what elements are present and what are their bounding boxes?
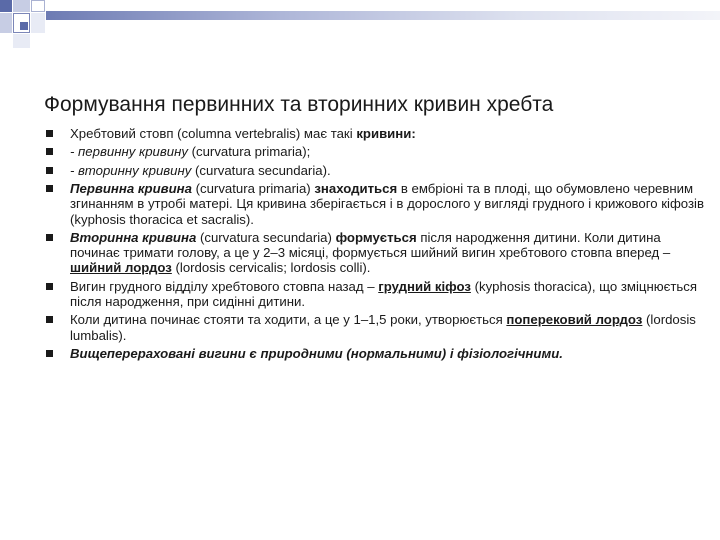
item-text: Вигин грудного відділу хребтового стовпа назад –	[70, 278, 379, 294]
decor-square	[20, 22, 28, 30]
list-item	[44, 181, 704, 227]
decor-square	[0, 13, 12, 33]
item-text: в ембріоні та в плоді, що обумовлено черевним згинанням в утробі матері. Ця кривина зберігається і в дорослого у вигляді грудного і крижового кіфозів (kyphosis thoracica et sacralis).	[70, 181, 704, 227]
bullet-square-icon	[46, 185, 53, 192]
slide-title: Формування первинних та вторинних кривин хребта	[44, 93, 554, 117]
item-text: (curvatura secundaria).	[191, 162, 331, 178]
bullet-square-icon	[46, 316, 53, 323]
list-item	[44, 346, 704, 361]
item-text-bold-italic: Вищеперераховані вигини є природними (нормальними) і фізіологічними.	[70, 345, 563, 361]
item-text: (curvatura secundaria)	[196, 229, 336, 245]
bullet-square-icon	[46, 167, 53, 174]
item-text: (curvatura primaria)	[191, 181, 315, 197]
decor-square	[31, 13, 45, 33]
bullet-square-icon	[46, 350, 53, 357]
list-item	[44, 230, 704, 276]
decor-square	[0, 0, 12, 12]
item-text-bold-underline: шийний лордоз	[70, 260, 172, 276]
list-item	[44, 279, 704, 309]
item-text-italic: - вторинну кривину	[70, 162, 192, 178]
bullet-square-icon	[46, 130, 53, 137]
item-text: (curvatura primaria);	[187, 144, 311, 160]
item-text-bold-italic: Первинна кривина	[70, 181, 192, 197]
header-gradient-band	[46, 11, 720, 20]
list-item	[44, 144, 704, 159]
corner-decoration	[0, 0, 720, 60]
item-text-bold: знаходиться	[314, 181, 398, 197]
item-text: (lordosis lumbalis).	[70, 312, 696, 343]
decor-square	[31, 0, 45, 12]
list-item	[44, 312, 704, 342]
list-item	[44, 126, 704, 141]
list-item	[44, 163, 704, 178]
decor-square	[13, 0, 30, 12]
bullet-list	[44, 126, 704, 364]
item-text-bold-underline: грудний кіфоз	[378, 278, 471, 294]
decor-square	[13, 34, 30, 48]
item-text-bold: формується	[335, 229, 417, 245]
item-text: Хребтовий стовп (columna vertebralis) має такі	[70, 126, 357, 141]
bullet-square-icon	[46, 283, 53, 290]
bullet-square-icon	[46, 234, 53, 241]
item-text-bold-underline: поперековий лордоз	[506, 312, 643, 328]
item-text: після народження дитини. Коли дитина починає тримати голову, а це у 2–3 місяці, формується шийний вигин хребтового стовпа вперед –	[70, 229, 671, 261]
item-text-italic: - первинну кривину	[70, 144, 188, 160]
item-text-bold: кривини:	[356, 126, 416, 141]
item-text: Коли дитина починає стояти та ходити, а це у 1–1,5 роки, утворюється	[70, 312, 507, 328]
bullet-square-icon	[46, 148, 53, 155]
item-text: (lordosis cervicalis; lordosis colli).	[171, 260, 371, 276]
item-text: (kyphosis thoracica), що зміцнюється після народження, при сидінні дитини.	[70, 278, 698, 309]
item-text-bold-italic: Вторинна кривина	[70, 229, 197, 245]
